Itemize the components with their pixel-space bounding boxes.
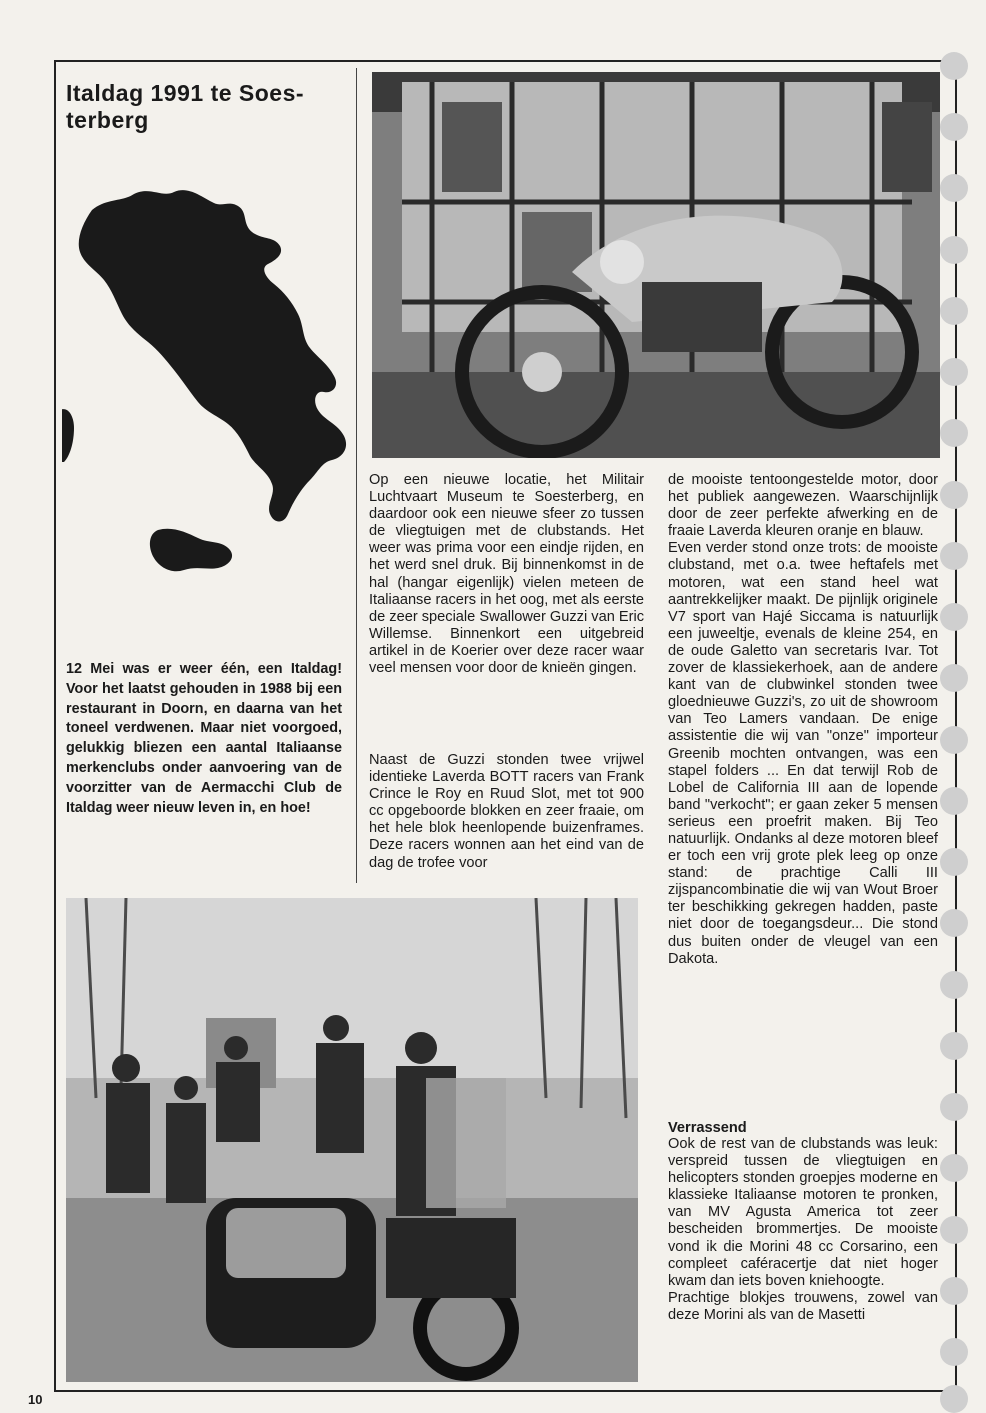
section-heading: Verrassend — [668, 1120, 747, 1136]
column-2-paragraph-2: Naast de Guzzi stonden twee vrijwel identieke Laverda BOTT racers van Frank Crince le Roy en Ruud Slot, met tot 900 cc opgeboorde blokken en zeer fraaie, om het hele blok heenlopende buizenframes. Deze racers wonnen aan het eind van de dag de trofee voor — [369, 752, 644, 871]
article-title: Italdag 1991 te Soes- terberg — [66, 80, 305, 133]
italy-map-image — [62, 180, 352, 620]
intro-paragraph: 12 Mei was er weer één, een Italdag! Voor het laatst gehouden in 1988 bij een restaurant in Doorn, en daarna van het toneel verdwenen. Maar niet voorgoed, gelukkig bliezen een aantal Italiaanse merkenclubs onder aanvoering van de voorzitter van de Aermacchi Club de Italdag weer nieuw leven in, en hoe! — [66, 661, 342, 816]
motorcycle-exhibit-photo — [372, 72, 940, 458]
column-divider — [356, 68, 357, 883]
column-3-paragraph-2: Ook de rest van de clubstands was leuk: verspreid tussen de vliegtuigen en helicopters stonden groepjes moderne en klassieke Italiaanse motoren te pronken, van MV Agusta America tot zeer bescheiden brommertjes. De mooiste vond ik die Morini 48 cc Corsarino, een compleet caféracertje dat niet hoger kwam dan iets boven kniehoogte. Prachtige blokjes trouwens, zowel van deze Morini als van de Masetti — [668, 1136, 938, 1323]
page-number: 10 — [28, 1392, 43, 1407]
column-3-paragraph-1: de mooiste tentoongestelde motor, door het publiek aangewezen. Waarschijnlijk door de zeer perfekte afwerking en de fraaie Laverda kleuren oranje en blauw. Even verder stond onze trots: de mooiste clubstand, met o.a. twee heftafels met motoren, wat een stand heel wat aantrekkelijker maakt. De pijnlijk originele V7 sport van Hajé Siccama is natuurlijk een juweeltje, evenals de kleine 254, en de oude Galetto van secretaris Ivar. Tot zover de klassiekerhoek, aan de andere kant van de clubwinkel stonden twee gloednieuwe Guzzi's, zo uit de showroom van Teo Lamers vandaan. De enige assistentie die wij van "onze" importeur Greenib mochten ontvangen, was een stapel folders ... En dat terwijl Rob de Lobel de California III aan de lopende band "verkocht"; er gaan zeker 5 mensen serieus een proefrit maken. Bij Teo natuurlijk. Ondanks al deze motoren bleef er toch een vrij grote plek leeg op onze stand: de prachtige Calli III zijspancombinatie die wij van Wout Broer ter beschikking gekregen hadden, paste niet door de toegangsdeur... Die stond dus buiten onder de vleugel van een Dakota. — [668, 472, 938, 967]
column-2-paragraph-1: Op een nieuwe locatie, het Militair Luchtvaart Museum te Soesterberg, en daardoor ook een nieuwe sfeer zo tussen de vliegtuigen met de clubstands. Het weer was prima voor een eindje rijden, en het werd snel druk. Bij binnenkomst in de hal (hangar eigenlijk) vielen meteen de Italiaanse racers in het oog, met als eerste de zeer speciale Swallower Guzzi van Eric Willemse. Binnenkort een uitgebreid artikel in de Koerier over deze racer waar veel mensen voor door de knieën gingen. — [369, 472, 644, 677]
sidecar-crowd-photo — [66, 898, 638, 1382]
